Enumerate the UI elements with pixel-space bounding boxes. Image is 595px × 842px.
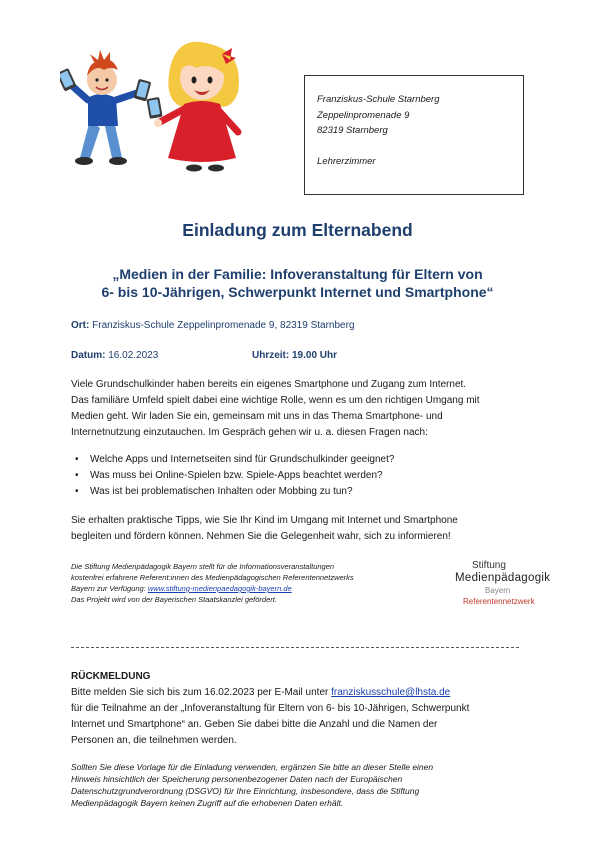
privacy-note-line: Medienpädagogik Bayern keinen Zugriff auf die erhobenen Daten erhält. <box>71 798 344 808</box>
privacy-note <box>71 761 511 809</box>
privacy-note-line: Datenschutzgrundverordnung (DSGVO) für Ihre Einrichtung, insbesondere, dass die Stiftung <box>71 786 420 796</box>
subtitle-line-2: 6- bis 10-Jährigen, Schwerpunkt Internet und Smartphone“ <box>101 284 494 300</box>
logo-text-medienpaedagogik: Medienpädagogik <box>455 572 551 584</box>
location-label: Ort: <box>71 320 90 331</box>
address-line-school: Franziskus-Schule Starnberg <box>317 94 440 105</box>
response-line: Internet und Smartphone“ an. Geben Sie dabei bitte die Anzahl und die Namen der <box>71 719 438 730</box>
question-list <box>71 452 531 500</box>
response-line: für die Teilnahme an der „Infoveranstaltung für Eltern von 6- bis 10-Jährigen, Schwerpunkt <box>71 703 470 714</box>
location-row <box>71 320 355 331</box>
date-label: Datum: <box>71 350 106 361</box>
intro-line: Viele Grundschulkinder haben bereits ein eigenes Smartphone und Zugang zum Internet. <box>71 379 467 390</box>
stiftung-note-line <box>71 583 441 594</box>
address-line-room: Lehrerzimmer <box>317 156 376 167</box>
logo-text-referentennetzwerk: Referentennetzwerk <box>463 597 535 606</box>
boy-figure <box>60 50 151 165</box>
page-title: Einladung zum Elternabend <box>182 220 413 240</box>
response-prefix: Bitte melden Sie sich bis zum 16.02.2023 per E-Mail unter <box>71 687 332 698</box>
cut-line-divider <box>71 647 519 648</box>
subtitle-line-1: „Medien in der Familie: Infoveranstaltung für Eltern von <box>112 266 483 282</box>
address-line-street: Zeppelinpromenade 9 <box>317 109 410 121</box>
stiftung-note-prefix: Bayern zur Verfügung: <box>71 584 148 593</box>
stiftung-logo <box>455 560 551 610</box>
tips-line: Sie erhalten praktische Tipps, wie Sie Ihr Kind im Umgang mit Internet und Smartphone <box>71 515 458 526</box>
time-label: Uhrzeit: 19.00 Uhr <box>252 350 338 361</box>
address-line-city: 82319 Starnberg <box>317 125 388 136</box>
stiftung-website-link[interactable]: www.stiftung-medienpaedagogik-bayern.de <box>147 584 292 593</box>
response-email-link[interactable]: franziskusschule@lhsta.de <box>331 687 451 698</box>
response-line: Personen an, die teilnehmen werden. <box>71 735 237 746</box>
date-value: 16.02.2023 <box>108 350 159 361</box>
event-subtitle <box>40 265 555 301</box>
question-item: • Was muss bei Online-Spielen bzw. Spiele-Apps beachtet werden? <box>71 468 531 484</box>
response-paragraph <box>71 685 531 749</box>
logo-text-bayern: Bayern <box>485 586 511 595</box>
tips-line: begleiten und fördern können. Nehmen Sie die Gelegenheit wahr, sich zu informieren! <box>71 531 451 542</box>
time-row <box>252 350 337 361</box>
intro-line: Internetnutzung einzutauchen. Im Gespräch gehen wir u. a. diesen Fragen nach: <box>71 427 428 438</box>
intro-line: Medien geht. Wir laden Sie ein, gemeinsam mit uns in das Thema Smartphone- und <box>71 411 443 422</box>
children-smartphone-illustration <box>60 40 250 175</box>
intro-line: Das familiäre Umfeld spielt dabei eine wichtige Rolle, wenn es um den richtigen Umgang mit <box>71 395 480 406</box>
date-row <box>71 350 158 361</box>
tips-paragraph <box>71 513 531 545</box>
privacy-note-line: Sollten Sie diese Vorlage für die Einladung verwenden, ergänzen Sie bitte an dieser Stelle einen <box>71 762 434 772</box>
question-item: • Was ist bei problematischen Inhalten oder Mobbing zu tun? <box>71 484 531 500</box>
stiftung-note-line: Die Stiftung Medienpädagogik Bayern stellt für die Informationsveranstaltungen <box>71 562 335 571</box>
stiftung-note-line: kostenfrei erfahrene Referent:innen des Medienpädagogischen Referentennetzwerks <box>71 573 354 582</box>
location-value: Franziskus-Schule Zeppelinpromenade 9, 82319 Starnberg <box>92 320 355 331</box>
question-item: • Welche Apps und Internetseiten sind für Grundschulkinder geeignet? <box>71 452 531 468</box>
response-heading: RÜCKMELDUNG <box>71 671 151 682</box>
stiftung-note <box>71 561 441 605</box>
girl-figure <box>146 42 239 172</box>
intro-paragraph <box>71 377 531 441</box>
privacy-note-line: Hinweis hinsichtlich der Speicherung personenbezogener Daten nach der Europäischen <box>71 774 403 784</box>
response-line <box>71 685 531 701</box>
stiftung-note-line: Das Projekt wird von der Bayerischen Staatskanzlei gefördert. <box>71 595 277 604</box>
logo-text-stiftung: Stiftung <box>472 560 506 571</box>
address-box <box>304 75 524 195</box>
